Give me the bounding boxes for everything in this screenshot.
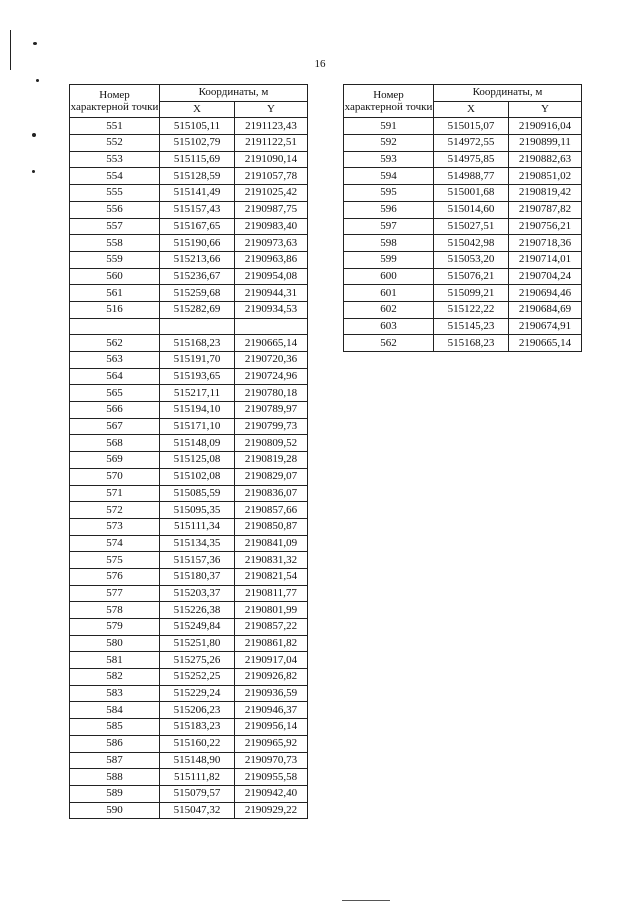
y-coordinate-cell: 2190882,63 <box>509 151 582 168</box>
binding-dot-mark <box>36 79 39 82</box>
y-header: Y <box>235 101 308 118</box>
table-row <box>344 201 582 218</box>
page-number: 16 <box>314 58 326 70</box>
x-coordinate-cell: 514988,77 <box>434 168 509 185</box>
point-number-cell: 556 <box>70 201 160 218</box>
table-row <box>70 518 308 535</box>
point-number-cell: 601 <box>344 285 434 302</box>
x-coordinate-cell: 515226,38 <box>160 602 235 619</box>
table-row <box>70 719 308 736</box>
point-number-cell: 574 <box>70 535 160 552</box>
point-number-cell: 551 <box>70 118 160 135</box>
y-coordinate-cell: 2190720,36 <box>235 352 308 369</box>
table-row <box>70 268 308 285</box>
x-coordinate-cell: 515217,11 <box>160 385 235 402</box>
point-number-cell: 554 <box>70 168 160 185</box>
table-row <box>70 185 308 202</box>
table-row <box>70 285 308 302</box>
table-row <box>70 218 308 235</box>
point-number-cell: 560 <box>70 268 160 285</box>
y-coordinate-cell: 2190987,75 <box>235 201 308 218</box>
point-number-cell: 562 <box>344 335 434 352</box>
x-coordinate-cell: 515145,23 <box>434 318 509 335</box>
x-coordinate-cell: 515190,66 <box>160 235 235 252</box>
point-number-cell: 569 <box>70 452 160 469</box>
coordinates-table-left <box>69 84 308 819</box>
x-coordinate-cell: 515047,32 <box>160 802 235 819</box>
coordinates-table-right <box>343 84 582 352</box>
table-row <box>70 602 308 619</box>
y-coordinate-cell: 2190929,22 <box>235 802 308 819</box>
y-coordinate-cell: 2190983,40 <box>235 218 308 235</box>
table-row <box>70 619 308 636</box>
y-coordinate-cell: 2190861,82 <box>235 635 308 652</box>
y-coordinate-cell: 2191025,42 <box>235 185 308 202</box>
y-coordinate-cell: 2190954,08 <box>235 268 308 285</box>
point-number-cell: 584 <box>70 702 160 719</box>
point-number-cell: 568 <box>70 435 160 452</box>
table-row <box>70 785 308 802</box>
x-coordinate-cell: 515128,59 <box>160 168 235 185</box>
x-coordinate-cell: 515076,21 <box>434 268 509 285</box>
table-row <box>70 301 308 318</box>
y-coordinate-cell <box>235 318 308 335</box>
y-coordinate-cell: 2190665,14 <box>509 335 582 352</box>
y-coordinate-cell: 2191123,43 <box>235 118 308 135</box>
y-coordinate-cell: 2190718,36 <box>509 235 582 252</box>
x-coordinate-cell: 515229,24 <box>160 685 235 702</box>
table-row <box>70 368 308 385</box>
x-coordinate-cell: 515042,98 <box>434 235 509 252</box>
point-number-cell: 555 <box>70 185 160 202</box>
table-row <box>344 268 582 285</box>
y-coordinate-cell: 2190787,82 <box>509 201 582 218</box>
y-coordinate-cell: 2190917,04 <box>235 652 308 669</box>
x-coordinate-cell: 515252,25 <box>160 669 235 686</box>
point-number-cell: 572 <box>70 502 160 519</box>
point-number-cell: 561 <box>70 285 160 302</box>
x-coordinate-cell: 515111,82 <box>160 769 235 786</box>
x-coordinate-cell: 515191,70 <box>160 352 235 369</box>
y-coordinate-cell: 2190780,18 <box>235 385 308 402</box>
table-row <box>344 335 582 352</box>
y-coordinate-cell: 2190756,21 <box>509 218 582 235</box>
y-coordinate-cell: 2190819,42 <box>509 185 582 202</box>
point-number-cell: 582 <box>70 669 160 686</box>
point-number-cell: 587 <box>70 752 160 769</box>
table-row <box>344 285 582 302</box>
coordinates-header: Координаты, м <box>160 85 308 102</box>
x-coordinate-cell: 514975,85 <box>434 151 509 168</box>
binding-dot-mark <box>33 42 37 45</box>
table-row <box>70 635 308 652</box>
point-number-cell: 600 <box>344 268 434 285</box>
point-number-cell: 583 <box>70 685 160 702</box>
table-row <box>344 151 582 168</box>
table-row <box>344 135 582 152</box>
table-row <box>344 301 582 318</box>
y-coordinate-cell: 2190926,82 <box>235 669 308 686</box>
point-number-cell: 516 <box>70 301 160 318</box>
table-row <box>344 235 582 252</box>
x-coordinate-cell: 515053,20 <box>434 251 509 268</box>
table-row <box>70 585 308 602</box>
y-coordinate-cell: 2190973,63 <box>235 235 308 252</box>
x-coordinate-cell: 515168,23 <box>434 335 509 352</box>
table-row <box>70 151 308 168</box>
x-coordinate-cell: 515111,34 <box>160 518 235 535</box>
y-coordinate-cell: 2190799,73 <box>235 418 308 435</box>
x-coordinate-cell: 514972,55 <box>434 135 509 152</box>
table-row <box>344 251 582 268</box>
table-row <box>70 452 308 469</box>
y-coordinate-cell: 2190857,66 <box>235 502 308 519</box>
point-number-cell: 552 <box>70 135 160 152</box>
table-row <box>344 118 582 135</box>
table-row <box>70 685 308 702</box>
point-number-cell: 578 <box>70 602 160 619</box>
footer-rule <box>342 900 390 901</box>
y-coordinate-cell: 2190916,04 <box>509 118 582 135</box>
y-coordinate-cell: 2190946,37 <box>235 702 308 719</box>
table-row <box>70 118 308 135</box>
coordinates-header: Координаты, м <box>434 85 582 102</box>
x-coordinate-cell: 515122,22 <box>434 301 509 318</box>
y-coordinate-cell: 2190801,99 <box>235 602 308 619</box>
y-coordinate-cell: 2191057,78 <box>235 168 308 185</box>
y-coordinate-cell: 2190811,77 <box>235 585 308 602</box>
y-coordinate-cell: 2190956,14 <box>235 719 308 736</box>
x-coordinate-cell <box>160 318 235 335</box>
point-number-cell: 603 <box>344 318 434 335</box>
point-number-cell: 563 <box>70 352 160 369</box>
table-row <box>344 318 582 335</box>
point-number-cell: 596 <box>344 201 434 218</box>
y-coordinate-cell: 2190841,09 <box>235 535 308 552</box>
x-coordinate-cell: 515125,08 <box>160 452 235 469</box>
y-coordinate-cell: 2190829,07 <box>235 468 308 485</box>
y-coordinate-cell: 2190970,73 <box>235 752 308 769</box>
point-number-cell: 594 <box>344 168 434 185</box>
x-coordinate-cell: 515180,37 <box>160 568 235 585</box>
x-coordinate-cell: 515141,49 <box>160 185 235 202</box>
table-row <box>70 435 308 452</box>
point-number-cell: 598 <box>344 235 434 252</box>
point-number-cell: 580 <box>70 635 160 652</box>
point-number-cell: 588 <box>70 769 160 786</box>
y-coordinate-cell: 2190665,14 <box>235 335 308 352</box>
y-coordinate-cell: 2190934,53 <box>235 301 308 318</box>
table-row <box>70 402 308 419</box>
y-coordinate-cell: 2191122,51 <box>235 135 308 152</box>
table-row <box>70 802 308 819</box>
point-number-header: Номер характерной точки <box>344 85 434 118</box>
point-number-cell: 564 <box>70 368 160 385</box>
point-number-cell: 576 <box>70 568 160 585</box>
x-coordinate-cell: 515102,79 <box>160 135 235 152</box>
y-coordinate-cell: 2190831,32 <box>235 552 308 569</box>
point-number-cell: 557 <box>70 218 160 235</box>
x-coordinate-cell: 515027,51 <box>434 218 509 235</box>
y-coordinate-cell: 2190684,69 <box>509 301 582 318</box>
point-number-cell: 589 <box>70 785 160 802</box>
point-number-header: Номер характерной точки <box>70 85 160 118</box>
x-coordinate-cell: 515259,68 <box>160 285 235 302</box>
y-coordinate-cell: 2190714,01 <box>509 251 582 268</box>
point-number-cell: 586 <box>70 735 160 752</box>
x-coordinate-cell: 515282,69 <box>160 301 235 318</box>
table-row <box>70 418 308 435</box>
y-coordinate-cell: 2190965,92 <box>235 735 308 752</box>
point-number-cell: 592 <box>344 135 434 152</box>
y-coordinate-cell: 2190819,28 <box>235 452 308 469</box>
x-coordinate-cell: 515134,35 <box>160 535 235 552</box>
point-number-cell: 570 <box>70 468 160 485</box>
table-row <box>70 168 308 185</box>
table-row <box>70 535 308 552</box>
x-coordinate-cell: 515115,69 <box>160 151 235 168</box>
table-row <box>70 752 308 769</box>
point-number-cell: 602 <box>344 301 434 318</box>
point-number-cell: 558 <box>70 235 160 252</box>
point-number-cell: 571 <box>70 485 160 502</box>
point-number-cell: 573 <box>70 518 160 535</box>
point-number-cell: 562 <box>70 335 160 352</box>
y-header: Y <box>509 101 582 118</box>
table-row <box>344 218 582 235</box>
y-coordinate-cell: 2190955,58 <box>235 769 308 786</box>
table-row <box>344 168 582 185</box>
point-number-cell: 566 <box>70 402 160 419</box>
x-coordinate-cell: 515095,35 <box>160 502 235 519</box>
x-coordinate-cell: 515236,67 <box>160 268 235 285</box>
table-row <box>70 251 308 268</box>
y-coordinate-cell: 2190851,02 <box>509 168 582 185</box>
y-coordinate-cell: 2190836,07 <box>235 485 308 502</box>
y-coordinate-cell: 2190789,97 <box>235 402 308 419</box>
point-number-cell: 567 <box>70 418 160 435</box>
y-coordinate-cell: 2190694,46 <box>509 285 582 302</box>
x-coordinate-cell: 515251,80 <box>160 635 235 652</box>
x-coordinate-cell: 515148,09 <box>160 435 235 452</box>
table-row <box>70 352 308 369</box>
table-row <box>70 235 308 252</box>
table-row <box>70 335 308 352</box>
point-number-cell: 577 <box>70 585 160 602</box>
table-row <box>70 735 308 752</box>
x-coordinate-cell: 515102,08 <box>160 468 235 485</box>
x-coordinate-cell: 515203,37 <box>160 585 235 602</box>
x-coordinate-cell: 515213,66 <box>160 251 235 268</box>
x-coordinate-cell: 515194,10 <box>160 402 235 419</box>
point-number-cell: 559 <box>70 251 160 268</box>
x-header: X <box>160 101 235 118</box>
table-row <box>70 468 308 485</box>
x-coordinate-cell: 515105,11 <box>160 118 235 135</box>
y-coordinate-cell: 2190809,52 <box>235 435 308 452</box>
point-number-cell: 590 <box>70 802 160 819</box>
table-row <box>344 185 582 202</box>
point-number-cell: 575 <box>70 552 160 569</box>
x-coordinate-cell: 515167,65 <box>160 218 235 235</box>
x-coordinate-cell: 515171,10 <box>160 418 235 435</box>
x-coordinate-cell: 515015,07 <box>434 118 509 135</box>
x-coordinate-cell: 515157,43 <box>160 201 235 218</box>
y-coordinate-cell: 2190936,59 <box>235 685 308 702</box>
binding-dot-mark <box>32 170 35 173</box>
table-row <box>70 502 308 519</box>
point-number-cell: 597 <box>344 218 434 235</box>
table-row <box>70 201 308 218</box>
table-row <box>70 385 308 402</box>
table-row <box>70 652 308 669</box>
x-header: X <box>434 101 509 118</box>
point-number-cell: 581 <box>70 652 160 669</box>
point-number-cell: 565 <box>70 385 160 402</box>
point-number-cell: 585 <box>70 719 160 736</box>
table-row <box>70 485 308 502</box>
x-coordinate-cell: 515085,59 <box>160 485 235 502</box>
x-coordinate-cell: 515249,84 <box>160 619 235 636</box>
x-coordinate-cell: 515160,22 <box>160 735 235 752</box>
y-coordinate-cell: 2190704,24 <box>509 268 582 285</box>
point-number-cell: 579 <box>70 619 160 636</box>
y-coordinate-cell: 2191090,14 <box>235 151 308 168</box>
y-coordinate-cell: 2190724,96 <box>235 368 308 385</box>
point-number-cell <box>70 318 160 335</box>
x-coordinate-cell: 515193,65 <box>160 368 235 385</box>
binding-dot-mark <box>32 133 36 137</box>
x-coordinate-cell: 515001,68 <box>434 185 509 202</box>
table-row <box>70 702 308 719</box>
x-coordinate-cell: 515148,90 <box>160 752 235 769</box>
x-coordinate-cell: 515168,23 <box>160 335 235 352</box>
x-coordinate-cell: 515275,26 <box>160 652 235 669</box>
y-coordinate-cell: 2190821,54 <box>235 568 308 585</box>
x-coordinate-cell: 515206,23 <box>160 702 235 719</box>
y-coordinate-cell: 2190942,40 <box>235 785 308 802</box>
x-coordinate-cell: 515014,60 <box>434 201 509 218</box>
x-coordinate-cell: 515099,21 <box>434 285 509 302</box>
table-row <box>70 318 308 335</box>
point-number-cell: 595 <box>344 185 434 202</box>
point-number-cell: 599 <box>344 251 434 268</box>
y-coordinate-cell: 2190899,11 <box>509 135 582 152</box>
point-number-cell: 591 <box>344 118 434 135</box>
table-row <box>70 568 308 585</box>
y-coordinate-cell: 2190850,87 <box>235 518 308 535</box>
y-coordinate-cell: 2190944,31 <box>235 285 308 302</box>
y-coordinate-cell: 2190963,86 <box>235 251 308 268</box>
table-row <box>70 769 308 786</box>
point-number-cell: 553 <box>70 151 160 168</box>
x-coordinate-cell: 515079,57 <box>160 785 235 802</box>
x-coordinate-cell: 515157,36 <box>160 552 235 569</box>
table-row <box>70 552 308 569</box>
table-row <box>70 669 308 686</box>
y-coordinate-cell: 2190674,91 <box>509 318 582 335</box>
y-coordinate-cell: 2190857,22 <box>235 619 308 636</box>
x-coordinate-cell: 515183,23 <box>160 719 235 736</box>
point-number-cell: 593 <box>344 151 434 168</box>
table-row <box>70 135 308 152</box>
